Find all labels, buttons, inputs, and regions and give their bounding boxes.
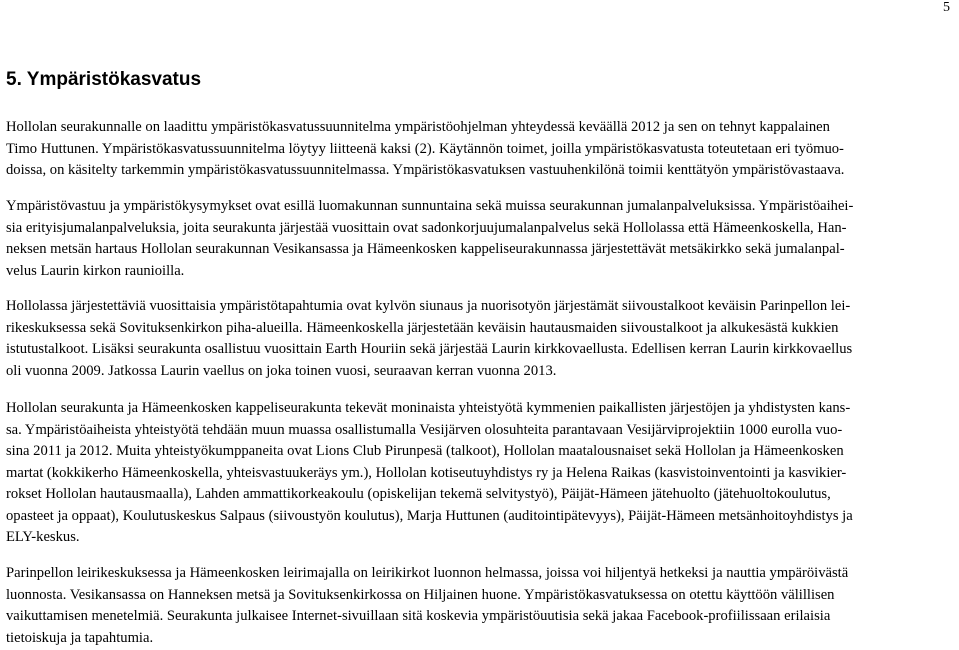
section-heading: 5. Ympäristökasvatus xyxy=(6,69,202,90)
text-line: velus Laurin kirkon raunioilla. xyxy=(6,262,185,279)
text-line: sa. Ympäristöaiheista yhteistyötä tehdään muun muassa osallistumalla Vesijärven olosuhteita parantavaan Vesijärviprojektiin 1000 eurolla vuo- xyxy=(6,421,843,438)
paragraph-4 xyxy=(6,398,951,549)
paragraph-2 xyxy=(6,196,951,282)
text-line: istutustalkoot. Lisäksi seurakunta osallistuu vuosittain Earth Houriin sekä järjestää Laurin kirkkovaellusta. Edellisen kerran Laurin kirkkovaellus xyxy=(6,341,853,357)
text-line: martat (kokkikerho Hämeenkoskella, yhteisvastuukeräys ym.), Hollolan kotiseutuyhdistys ry ja Helena Raikas (kasvistoinventointi ja kasvikier- xyxy=(6,464,847,481)
text-line: rokset Hollolan hautausmaalla), Lahden ammattikorkeakoulu (opiskelijan tekemä selvitystyö), Päijät-Hämeen jätehuolto (jätehuoltokoulutus, xyxy=(6,486,831,502)
paragraph-1 xyxy=(6,117,951,182)
text-line: Hollolassa järjestettäviä vuosittaisia ympäristötapahtumia ovat kylvön siunaus ja nuorisotyön järjestämät siivoustalkoot keväisin Parinpellon lei- xyxy=(6,298,851,314)
text-line: Hollolan seurakunta ja Hämeenkosken kappeliseurakunta tekevät moninaista yhteistyötä kymmenien paikallisten järjestöjen ja yhdistysten kans- xyxy=(6,400,851,416)
text-line: luonnosta. Vesikansassa on Hanneksen metsä ja Sovituksenkirkossa on Hiljainen huone. Ympäristökasvatuksessa on otettu käyttöön välillisen xyxy=(6,586,835,603)
text-line: oli vuonna 2009. Jatkossa Laurin vaellus on joka toinen vuosi, seuraavan kerran vuonna 2013. xyxy=(6,362,557,379)
paragraph-5 xyxy=(6,563,951,649)
text-line: sina 2011 ja 2012. Muita yhteistyökumppaneita ovat Lions Club Pirunpesä (talkoot), Hollolan maatalousnaiset sekä Hollolan ja Hämeenkosken xyxy=(6,443,844,459)
text-line: rikeskuksessa sekä Sovituksenkirkon piha-alueilla. Hämeenkoskella järjestetään keväisin hautausmaiden siivoustalkoot ja alkukesästä kukkien xyxy=(6,319,839,336)
text-line: Timo Huttunen. Ympäristökasvatussuunnitelma löytyy liitteenä kaksi (2). Käytännön toimet, joilla ympäristökasvatusta toteutetaan eri työmuo- xyxy=(6,140,844,157)
text-line: Parinpellon leirikeskuksessa ja Hämeenkosken leirimajalla on leirikirkot luonnon helmassa, joissa voi hiljentyä hetkeksi ja nauttia ympäröivästä xyxy=(6,565,849,581)
text-line: doissa, on käsitelty tarkemmin ympäristökasvatussuunnitelmassa. Ympäristökasvatuksen vastuuhenkilönä toimii kenttätyön ympäristövastaava. xyxy=(6,162,845,178)
text-line: tietoiskuja ja tapahtumia. xyxy=(6,629,154,646)
text-line: opasteet ja oppaat), Koulutuskeskus Salpaus (siivoustyön koulutus), Marja Huttunen (auditointipätevyys), Päijät-Hämeen metsänhoitoyhdistys ja xyxy=(6,507,853,524)
text-line: neksen metsän hartaus Hollolan seurakunnan Vesikansassa ja Hämeenkosken kappeliseurakunnassa järjestettävät metsäkirkko sekä jumalanpal- xyxy=(6,241,845,257)
page-number: 5 xyxy=(943,0,950,15)
text-line: vaikuttamisen menetelmiä. Seurakunta julkaisee Internet-sivuillaan sitä koskevia ympäristöuutisia sekä jakaa Facebook-profiilissaan erilaisia xyxy=(6,608,831,624)
text-line: Hollolan seurakunnalle on laadittu ympäristökasvatussuunnitelma ympäristöohjelman yhteydessä keväällä 2012 ja sen on tehnyt kappalainen xyxy=(6,119,830,135)
paragraph-3 xyxy=(6,296,951,382)
text-line: ELY-keskus. xyxy=(6,529,80,545)
text-line: sia erityisjumalanpalveluksia, joita seurakunta järjestää vuosittain ovat sadonkorjuujumalanpalvelus sekä Hollolassa että Hämeenkoskella, Han- xyxy=(6,219,847,236)
text-line: Ympäristövastuu ja ympäristökysymykset ovat esillä luomakunnan sunnuntaina sekä muissa seurakunnan jumalanpalveluksissa. Ympäristöaihei- xyxy=(6,198,854,214)
